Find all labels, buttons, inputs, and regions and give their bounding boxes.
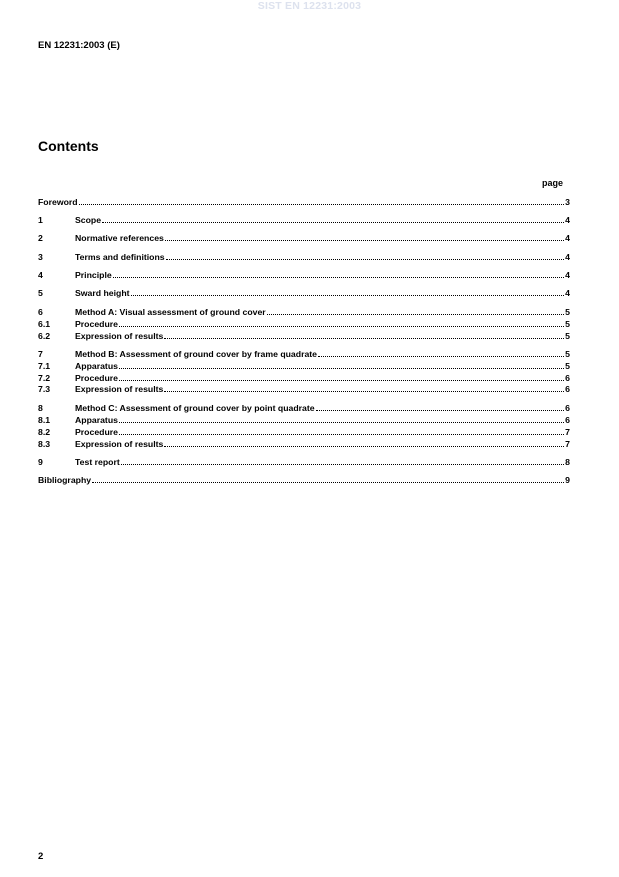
toc-entry[interactable] bbox=[38, 213, 570, 225]
toc-dot-leader bbox=[79, 204, 565, 205]
toc-entry-number: 7.3 bbox=[38, 384, 51, 394]
toc-entry-number: 8 bbox=[38, 403, 43, 413]
toc-entry-page: 4 bbox=[565, 215, 570, 225]
toc-entry[interactable] bbox=[38, 231, 570, 243]
toc-entry-number: 7.1 bbox=[38, 361, 51, 371]
toc-entry-page: 4 bbox=[565, 270, 570, 280]
toc-entry-page: 5 bbox=[565, 307, 570, 317]
toc-dot-leader bbox=[267, 314, 564, 315]
document-id: EN 12231:2003 (E) bbox=[38, 40, 120, 51]
toc-entry[interactable] bbox=[38, 195, 570, 207]
toc-entry-title: Method B: Assessment of ground cover by frame quadrate bbox=[75, 349, 318, 359]
toc-entry-number: 1 bbox=[38, 215, 43, 225]
toc-entry-number: 6.1 bbox=[38, 319, 51, 329]
toc-entry[interactable] bbox=[38, 329, 570, 341]
toc-entry[interactable] bbox=[38, 268, 570, 280]
toc-entry-page: 6 bbox=[565, 415, 570, 425]
toc-entry-title: Expression of results bbox=[75, 331, 164, 341]
toc-entry-number: 2 bbox=[38, 233, 43, 243]
toc-entry-title: Expression of results bbox=[75, 439, 164, 449]
toc-entry-title: Scope bbox=[75, 215, 102, 225]
toc-entry[interactable] bbox=[38, 473, 570, 485]
toc-dot-leader bbox=[318, 356, 564, 357]
toc-entry-page: 5 bbox=[565, 319, 570, 329]
toc-entry-page: 5 bbox=[565, 349, 570, 359]
toc-entry-page: 9 bbox=[565, 475, 570, 485]
toc-entry-number: 9 bbox=[38, 457, 43, 467]
toc-entry-title: Terms and definitions bbox=[75, 252, 165, 262]
toc-entry-title: Principle bbox=[75, 270, 112, 280]
toc-entry[interactable] bbox=[38, 401, 570, 413]
toc-entry-title: Method C: Assessment of ground cover by point quadrate bbox=[75, 403, 315, 413]
toc-entry-title: Procedure bbox=[75, 319, 118, 329]
toc-entry-title: Procedure bbox=[75, 373, 118, 383]
toc-entry-page: 7 bbox=[565, 439, 570, 449]
toc-dot-leader bbox=[119, 368, 564, 369]
toc-entry[interactable] bbox=[38, 359, 570, 371]
toc-entry[interactable] bbox=[38, 455, 570, 467]
toc-entry[interactable] bbox=[38, 286, 570, 298]
toc-entry[interactable] bbox=[38, 413, 570, 425]
toc-entry[interactable] bbox=[38, 347, 570, 359]
page-column-label: page bbox=[542, 178, 564, 188]
toc-dot-leader bbox=[119, 380, 564, 381]
contents-title: Contents bbox=[38, 138, 99, 154]
toc-entry-title: Foreword bbox=[38, 197, 78, 207]
toc-entry-page: 5 bbox=[565, 331, 570, 341]
toc-entry-page: 6 bbox=[565, 403, 570, 413]
toc-entry-page: 4 bbox=[565, 233, 570, 243]
table-of-contents bbox=[38, 0, 570, 877]
toc-dot-leader bbox=[113, 277, 564, 278]
toc-entry-title: Procedure bbox=[75, 427, 118, 437]
toc-entry-title: Expression of results bbox=[75, 384, 164, 394]
page-number: 2 bbox=[38, 851, 44, 862]
toc-entry-number: 8.3 bbox=[38, 439, 51, 449]
toc-dot-leader bbox=[92, 482, 564, 483]
toc-entry[interactable] bbox=[38, 317, 570, 329]
toc-entry-title: Normative references bbox=[75, 233, 164, 243]
toc-entry-number: 6.2 bbox=[38, 331, 51, 341]
toc-entry-number: 7.2 bbox=[38, 373, 51, 383]
toc-entry-title: Apparatus bbox=[75, 361, 118, 371]
toc-dot-leader bbox=[166, 259, 565, 260]
toc-entry[interactable] bbox=[38, 425, 570, 437]
toc-entry-page: 6 bbox=[565, 373, 570, 383]
watermark: SIST EN 12231:2003 bbox=[257, 0, 362, 12]
toc-entry-page: 3 bbox=[565, 197, 570, 207]
toc-entry-number: 3 bbox=[38, 252, 43, 262]
toc-entry-number: 4 bbox=[38, 270, 43, 280]
toc-entry-page: 5 bbox=[565, 361, 570, 371]
toc-entry-title: Test report bbox=[75, 457, 120, 467]
toc-entry-title: Method A: Visual assessment of ground cover bbox=[75, 307, 266, 317]
toc-entry-title: Sward height bbox=[75, 288, 130, 298]
toc-entry-number: 7 bbox=[38, 349, 43, 359]
toc-entry-page: 7 bbox=[565, 427, 570, 437]
toc-dot-leader bbox=[164, 338, 564, 339]
toc-dot-leader bbox=[131, 295, 565, 296]
toc-dot-leader bbox=[164, 391, 564, 392]
toc-entry-page: 8 bbox=[565, 457, 570, 467]
toc-entry-page: 6 bbox=[565, 384, 570, 394]
toc-dot-leader bbox=[119, 422, 564, 423]
toc-entry[interactable] bbox=[38, 437, 570, 449]
toc-dot-leader bbox=[316, 410, 565, 411]
toc-entry-number: 5 bbox=[38, 288, 43, 298]
toc-dot-leader bbox=[119, 326, 564, 327]
toc-entry-page: 4 bbox=[565, 252, 570, 262]
toc-entry-title: Bibliography bbox=[38, 475, 92, 485]
toc-entry-page: 4 bbox=[565, 288, 570, 298]
toc-dot-leader bbox=[119, 434, 564, 435]
toc-dot-leader bbox=[165, 240, 564, 241]
toc-entry-number: 6 bbox=[38, 307, 43, 317]
toc-dot-leader bbox=[164, 446, 564, 447]
toc-entry-title: Apparatus bbox=[75, 415, 118, 425]
toc-entry[interactable] bbox=[38, 305, 570, 317]
toc-entry[interactable] bbox=[38, 250, 570, 262]
toc-dot-leader bbox=[102, 222, 564, 223]
toc-entry-number: 8.2 bbox=[38, 427, 51, 437]
toc-entry-number: 8.1 bbox=[38, 415, 51, 425]
toc-dot-leader bbox=[121, 464, 564, 465]
toc-entry[interactable] bbox=[38, 382, 570, 394]
